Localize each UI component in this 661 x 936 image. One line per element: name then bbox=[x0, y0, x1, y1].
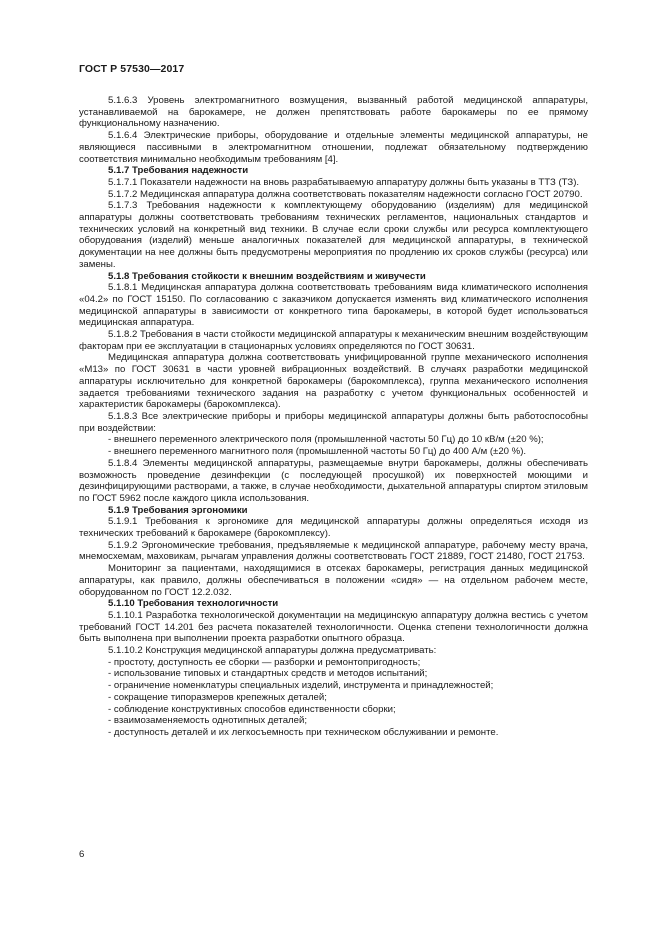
list-item: - сокращение типоразмеров крепежных деталей; bbox=[108, 691, 327, 703]
list-item: - взаимозаменяемость однотипных деталей; bbox=[108, 715, 307, 727]
paragraph: 5.1.8.1 Медицинская аппаратура должна соответствовать требованиям вида климатического исполнения «04.2» по ГОСТ 15150. По согласованию с заказчиком допускается изменять вид климатического исполнения медицинской аппаратуры в зависимости от конкретного типа барокамеры, в которой будет использоваться медицинская аппаратура. bbox=[79, 282, 588, 329]
paragraph: 5.1.6.4 Электрические приборы, оборудование и отдельные элементы медицинской аппаратуры, не являющиеся пассивными в электромагнитном отношении, подлежат обязательному подтверждению соответствия минимально необходимым требованиям [4]. bbox=[79, 130, 588, 165]
paragraph: 5.1.9.2 Эргономические требования, предъявляемые к медицинской аппаратуре, рабочему месту врача, мнемосхемам, маховикам, рычагам управления должны соответствовать ГОСТ 21889, ГОСТ 21480, ГОСТ 21753. bbox=[79, 539, 588, 563]
section-heading: 5.1.9 Требования эргономики bbox=[108, 504, 248, 516]
paragraph: 5.1.8.4 Элементы медицинской аппаратуры, размещаемые внутри барокамеры, должны обеспечивать возможность проведение дезинфекции (с последующей просушкой) их поверхностей моющими и дезинфицирующими растворами, а также, в случае необходимости, дыхательной аппаратуры спиртом этиловым по ГОСТ 5962 после каждого цикла использования. bbox=[79, 457, 588, 504]
list-item: - простоту, доступность ее сборки — разборки и ремонтопригодность; bbox=[108, 656, 421, 668]
paragraph: 5.1.10.2 Конструкция медицинской аппаратуры должна предусматривать: bbox=[108, 645, 437, 657]
section-heading: 5.1.8 Требования стойкости к внешним воздействиям и живучести bbox=[108, 270, 426, 282]
page-number: 6 bbox=[79, 849, 85, 860]
paragraph: 5.1.9.1 Требования к эргономике для медицинской аппаратуры должны определяться исходя из технических требований к барокамере (барокомплексу). bbox=[79, 516, 588, 540]
paragraph: 5.1.7.3 Требования надежности к комплектующему оборудованию (изделиям) для медицинской аппаратуры должны соответствовать требованиям технических регламентов, национальных стандартов и технических условий на конкретный вид техники. В случае если сроки службы или ресурса комплектующего оборудования (изделий) меньше аналогичных показателей для медицинской аппаратуры, в технической документации на нее должны быть предусмотрены мероприятия по продлению их сроков службы (ресурса) или замены. bbox=[79, 200, 588, 270]
paragraph: 5.1.7.2 Медицинская аппаратура должна соответствовать показателям надежности согласно ГОСТ 20790. bbox=[108, 188, 583, 200]
paragraph: Мониторинг за пациентами, находящимися в отсеках барокамеры, регистрация данных медицинской аппаратуры, как правило, должны обеспечиваться в положении «сидя» — на отдельном рабочем месте, оборудованном по ГОСТ 12.2.032. bbox=[79, 563, 588, 598]
list-item: - доступность деталей и их легкосъемность при техническом обслуживании и ремонте. bbox=[108, 726, 499, 738]
list-item: - использование типовых и стандартных средств и методов испытаний; bbox=[108, 668, 428, 680]
paragraph: 5.1.10.1 Разработка технологической документации на медицинскую аппаратуру должна вестись с учетом требований ГОСТ 14.201 без расчета показателей технологичности. Оценка степени технологичности должна быть выполнена при выполнении проекта разработки опытного образца. bbox=[79, 609, 588, 645]
document-header: ГОСТ Р 57530—2017 bbox=[79, 63, 185, 75]
list-item: - ограничение номенклатуры специальных изделий, инструмента и принадлежностей; bbox=[108, 680, 494, 692]
paragraph: 5.1.7.1 Показатели надежности на вновь разрабатываемую аппаратуру должны быть указаны в ТТЗ (ТЗ). bbox=[108, 176, 580, 188]
paragraph: 5.1.8.2 Требования в части стойкости медицинской аппаратуры к механическим внешним воздействующим факторам при ее эксплуатации в стационарных условиях определяются по ГОСТ 30631. bbox=[79, 329, 588, 352]
paragraph: Медицинская аппаратура должна соответствовать унифицированной группе механического исполнения «М13» по ГОСТ 30631 в части уровней вибрационных воздействий. В случаях разработки медицинской аппаратуры исключительно для конкретной барокамеры (барокомплекса), группа механического исполнения задается требованиями технического задания на разработку с учетом функциональных особенностей и характеристик барокамеры (барокомплекса). bbox=[79, 352, 588, 411]
list-item: - соблюдение конструктивных способов единственности сборки; bbox=[108, 703, 396, 715]
section-heading: 5.1.10 Требования технологичности bbox=[108, 598, 279, 610]
list-item: - внешнего переменного магнитного поля (промышленной частоты 50 Гц) до 400 А/м (±20 %). bbox=[108, 446, 527, 458]
section-heading: 5.1.7 Требования надежности bbox=[108, 165, 249, 177]
paragraph: 5.1.6.3 Уровень электромагнитного возмущения, вызванный работой медицинской аппаратуры, устанавливаемой на барокамере, не должен препятствовать работе барокамеры по ее прямому функциональному назначению. bbox=[79, 95, 588, 130]
document-body bbox=[79, 95, 588, 739]
paragraph: 5.1.8.3 Все электрические приборы и приборы медицинской аппаратуры должны быть работоспособны при воздействии: bbox=[79, 410, 588, 434]
list-item: - внешнего переменного электрического поля (промышленной частоты 50 Гц) до 10 кВ/м (±20 %); bbox=[108, 434, 544, 446]
